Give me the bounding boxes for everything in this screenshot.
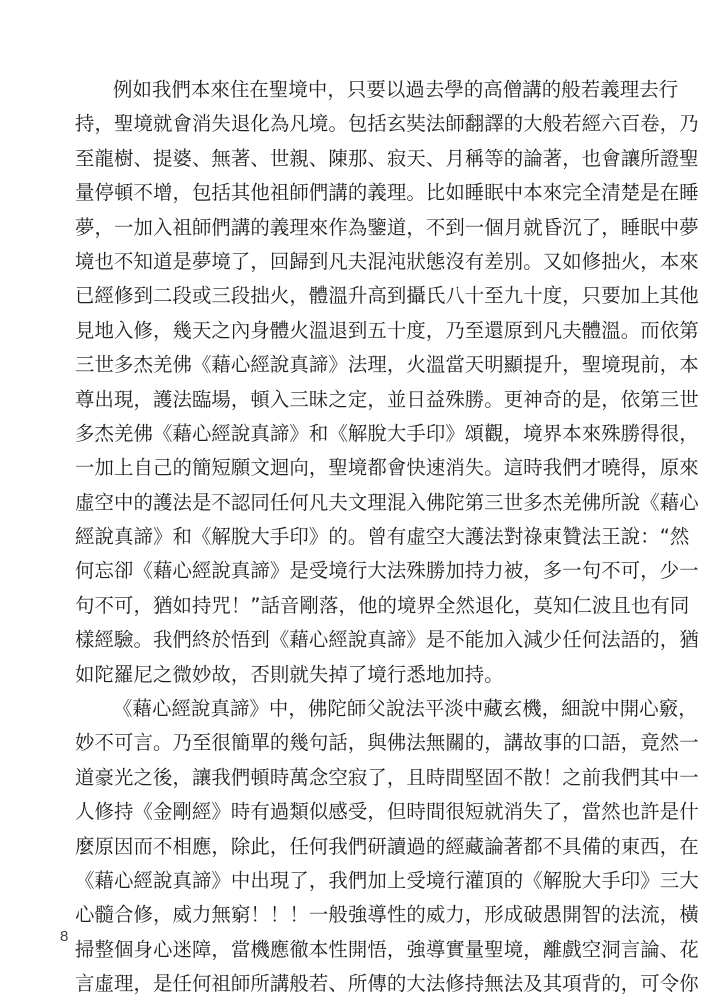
text-line: 道豪光之後，讓我們頓時萬念空寂了，且時間堅固不散！之前我們其中一: [75, 765, 699, 789]
text-line: 樣經驗。我們終於悟到《藉心經說真諦》是不能加入減少任何法語的，猶: [75, 628, 699, 652]
text-line: 《藉心經說真諦》中，佛陀師父說法平淡中藏玄機，細說中開心竅，: [113, 697, 698, 721]
text-line: 持，聖境就會消失退化為凡境。包括玄奘法師翻譯的大般若經六百卷，乃: [75, 112, 699, 136]
text-line: 心髓合修，威力無窮！！！一般強導性的威力，形成破愚開智的法流，橫: [75, 903, 699, 927]
text-line: 如陀羅尼之微妙故，否則就失掉了境行悉地加持。: [75, 662, 504, 686]
text-line: 見地入修，幾天之內身體火溫退到五十度，乃至還原到凡夫體溫。而依第: [75, 318, 699, 342]
text-line: 《藉心經說真諦》中出現了，我們加上受境行灌頂的《解脫大手印》三大: [75, 868, 699, 892]
text-line: 掃整個身心迷障，當機應徹本性開悟，強導實量聖境，離戲空洞言論、花: [75, 937, 699, 961]
text-line: 虛空中的護法是不認同任何凡夫文理混入佛陀第三世多杰羌佛所說《藉心: [75, 490, 699, 514]
text-line: 量停頓不增，包括其他祖師們講的義理。比如睡眠中本來完全清楚是在睡: [75, 181, 699, 205]
text-line: 何忘卻《藉心經說真諦》是受境行大法殊勝加持力被，多一句不可，少一: [75, 559, 699, 583]
text-line: 已經修到二段或三段拙火，體溫升高到攝氏八十至九十度，只要加上其他: [75, 284, 699, 308]
text-line: 至龍樹、提婆、無著、世親、陳那、寂天、月稱等的論著，也會讓所證聖: [75, 146, 699, 170]
text-line: 三世多杰羌佛《藉心經說真諦》法理，火溫當天明顯提升，聖境現前，本: [75, 353, 699, 377]
text-line: 境也不知道是夢境了，回歸到凡夫混沌狀態沒有差別。又如修拙火，本來: [75, 249, 699, 273]
text-line: 尊出現，護法臨場，頓入三昧之定，並日益殊勝。更神奇的是，依第三世: [75, 387, 699, 411]
body-text: [75, 73, 699, 1002]
text-line: 一加上自己的簡短願文迴向，聖境都會快速消失。這時我們才曉得，原來: [75, 456, 699, 480]
text-line: 人修持《金剛經》時有過類似感受，但時間很短就消失了，當然也許是什: [75, 800, 699, 824]
text-line: 夢，一加入祖師們講的義理來作為鑒道，不到一個月就昏沉了，睡眠中夢: [75, 215, 699, 239]
text-line: 經說真諦》和《解脫大手印》的。曾有虛空大護法對祿東贊法王說：“然: [75, 525, 690, 549]
page-number: 8: [60, 928, 69, 945]
text-line: 麼原因而不相應，除此，任何我們研讀過的經藏論著都不具備的東西，在: [75, 834, 699, 858]
text-line: 例如我們本來住在聖境中，只要以過去學的高僧講的般若義理去行: [113, 78, 679, 101]
text-line: 妙不可言。乃至很簡單的幾句話，與佛法無關的，講故事的口語，竟然一: [75, 731, 699, 755]
text-line: 多杰羌佛《藉心經說真諦》和《解脫大手印》頌觀，境界本來殊勝得很，: [75, 421, 699, 445]
paragraph-1: [75, 73, 699, 692]
paragraph-2: [75, 692, 699, 1002]
text-line: 句不可，猶如持咒！”話音剛落，他的境界全然退化，莫知仁波且也有同: [75, 593, 690, 617]
text-line: 言虛理，是任何祖師所講般若、所傳的大法修持無法及其項背的，可令你: [75, 972, 699, 996]
